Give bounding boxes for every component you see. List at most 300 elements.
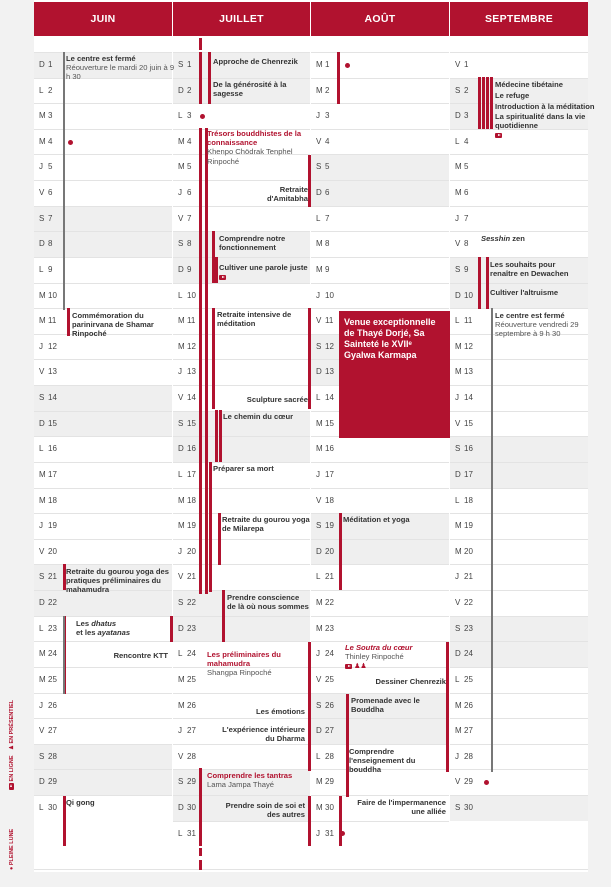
day-number: 22: [464, 598, 473, 608]
event-juin-qigong[interactable]: [66, 798, 166, 807]
day-letter: L: [39, 85, 44, 95]
bar: [215, 410, 218, 462]
day-letter: M: [178, 341, 185, 351]
day-letter: M: [39, 316, 46, 326]
day-number: 12: [187, 341, 196, 351]
day-letter: D: [178, 264, 184, 274]
event-title: Le centre est fermé: [66, 54, 136, 63]
day-letter: D: [178, 623, 184, 633]
event-title: Retraite d'Amitabha: [266, 185, 308, 204]
day-number: 4: [48, 136, 53, 146]
event-title: Promenade avec le Bouddha: [351, 696, 420, 715]
day-number: 27: [464, 726, 473, 736]
day-number: 28: [325, 751, 334, 761]
day-letter: L: [316, 751, 321, 761]
event-title: Qi gong: [66, 798, 95, 807]
day-number: 20: [325, 546, 334, 556]
day-letter: V: [39, 367, 45, 377]
day-number: 4: [464, 136, 469, 146]
day-letter: J: [39, 700, 43, 710]
event-aout-soutra[interactable]: [345, 643, 445, 672]
event-title: Cultiver l'altruisme: [490, 288, 559, 297]
day-letter: D: [178, 85, 184, 95]
event-aout-yoga[interactable]: [343, 515, 443, 524]
event-title-part: Les: [76, 619, 92, 628]
bar: [339, 796, 342, 846]
day-number: 19: [464, 521, 473, 531]
day-number: 3: [464, 111, 469, 121]
day-number: 11: [48, 316, 57, 326]
event-sept-souhaits[interactable]: [490, 260, 580, 278]
event-title: L'expérience intérieure du Dharma: [222, 725, 305, 744]
day-letter: V: [316, 674, 322, 684]
day-number: 24: [48, 649, 57, 659]
day-number: 4: [187, 136, 192, 146]
day-number: 30: [48, 802, 57, 812]
event-title-part: Sesshin: [481, 234, 511, 243]
bar: [308, 796, 311, 846]
event-title: La spiritualité dans la vie quotidienne: [495, 111, 586, 130]
legend-full-moon: [9, 829, 15, 870]
day-cell-juin-6: [34, 180, 172, 206]
day-letter: J: [455, 751, 459, 761]
day-letter: M: [178, 162, 185, 172]
day-number: 21: [325, 572, 334, 582]
day-number: 29: [325, 777, 334, 787]
day-number: 20: [48, 546, 57, 556]
month-header-juillet: JUILLET: [173, 2, 310, 36]
day-number: 14: [48, 393, 57, 403]
bar: [339, 513, 342, 590]
bar: [215, 257, 218, 283]
event-title: Comprendre notre fonctionnement: [219, 234, 286, 253]
day-number: 25: [464, 674, 473, 684]
bar: [208, 52, 211, 104]
day-letter: D: [39, 239, 45, 249]
event-juil-amitabha[interactable]: [260, 185, 308, 203]
month-header-septembre: SEPTEMBRE: [450, 2, 588, 36]
day-letter: S: [316, 521, 322, 531]
day-number: 30: [187, 802, 196, 812]
day-number: 21: [48, 572, 57, 582]
day-number: 18: [187, 495, 196, 505]
full-moon-icon: [200, 114, 205, 119]
event-title-part: zen: [510, 234, 525, 243]
day-number: 23: [464, 623, 473, 633]
day-letter: J: [39, 521, 43, 531]
day-number: 31: [187, 828, 196, 838]
day-letter: V: [455, 60, 461, 69]
event-title: Approche de Chenrezik: [213, 57, 298, 66]
day-letter: L: [455, 674, 460, 684]
event-sept-sesshin[interactable]: [481, 234, 581, 243]
day-letter: D: [39, 598, 45, 608]
bar: [337, 52, 340, 104]
day-letter: V: [178, 751, 184, 761]
bar: [219, 410, 222, 462]
online-icon: [9, 783, 14, 790]
day-cell-septembre-6: [450, 180, 588, 206]
day-letter: S: [178, 60, 184, 69]
day-number: 19: [48, 521, 57, 531]
full-moon-icon: [345, 63, 350, 68]
day-letter: V: [178, 572, 184, 582]
event-juil-preliminaires[interactable]: [207, 650, 302, 678]
day-number: 7: [464, 213, 469, 223]
day-letter: D: [39, 60, 45, 69]
day-number: 2: [325, 85, 330, 95]
day-number: 17: [187, 469, 196, 479]
event-sept-retraite-series[interactable]: [495, 80, 595, 139]
event-title: Sculpture sacrée: [246, 395, 308, 404]
event-sept-closed[interactable]: [495, 311, 585, 339]
day-letter: M: [39, 111, 46, 121]
bar: [486, 77, 489, 129]
event-juil-comprendre[interactable]: [219, 234, 304, 252]
day-number: 3: [187, 111, 192, 121]
event-juil-milarepa[interactable]: [222, 515, 310, 533]
day-letter: D: [316, 367, 322, 377]
event-note: Réouverture le mardi 20 juin à 9 h 30: [66, 63, 175, 82]
day-number: 5: [187, 162, 192, 172]
day-letter: M: [316, 239, 323, 249]
day-cell-aout-2: [311, 78, 449, 104]
event-teacher: Thinley Rinpoché: [345, 652, 404, 662]
in-person-icon: ♟: [9, 743, 15, 750]
day-letter: J: [316, 469, 320, 479]
day-letter: M: [39, 495, 46, 505]
event-juil-tantras[interactable]: [207, 771, 307, 789]
online-icon: [219, 275, 226, 280]
day-letter: V: [316, 136, 322, 146]
day-letter: J: [316, 290, 320, 300]
event-title: Retraite du gourou yoga des pratiques préliminaires du mahamudra: [66, 567, 169, 595]
full-moon-icon: [484, 780, 489, 785]
closed-bar: [63, 616, 65, 694]
day-cell-aout-4: [311, 129, 449, 155]
event-sept-altruisme[interactable]: [490, 288, 580, 297]
event-title: Introduction à la méditation: [495, 102, 595, 112]
day-letter: S: [455, 85, 461, 95]
event-title: Les préliminaires du mahamudra: [207, 650, 281, 669]
bar: [478, 77, 481, 129]
day-cell-aout-9: [311, 257, 449, 283]
day-letter: S: [178, 598, 184, 608]
full-moon-icon: ●: [9, 865, 15, 870]
event-title-text: Le Soutra du cœur: [345, 643, 413, 652]
day-number: 3: [48, 111, 53, 121]
closed-bar: [63, 52, 65, 310]
day-number: 2: [48, 85, 53, 95]
day-letter: S: [316, 700, 322, 710]
day-letter: J: [178, 367, 182, 377]
event-aout-enseignement[interactable]: [349, 747, 439, 775]
day-number: 11: [187, 316, 196, 326]
day-number: 9: [187, 264, 192, 274]
day-number: 11: [464, 316, 473, 326]
day-number: 23: [187, 623, 196, 633]
event-juil-generosite[interactable]: [213, 80, 293, 98]
event-title: Prendre soin de soi et des autres: [225, 801, 305, 820]
day-number: 5: [464, 162, 469, 172]
day-cell-juin-5: [34, 154, 172, 180]
day-letter: V: [455, 598, 461, 608]
day-cell-aout-5: [311, 154, 449, 180]
day-letter: J: [455, 213, 459, 223]
day-letter: D: [316, 546, 322, 556]
event-title: Trésors bouddhistes de la connaissance: [207, 129, 302, 148]
event-title: Préparer sa mort: [213, 464, 274, 473]
day-letter: M: [178, 521, 185, 531]
bar: [446, 642, 449, 772]
event-aout-impermanence[interactable]: [352, 798, 446, 816]
event-title: Retraite intensive de méditation: [217, 310, 292, 329]
day-letter: L: [178, 828, 183, 838]
day-number: 10: [48, 290, 57, 300]
day-letter: L: [455, 136, 460, 146]
event-juil-meditation[interactable]: [217, 310, 302, 328]
day-letter: V: [39, 188, 45, 198]
day-letter: S: [39, 213, 45, 223]
event-title-part: dhatus: [91, 619, 117, 628]
event-title: Les souhaits pour renaître en Dewachen: [490, 260, 569, 279]
bar: [67, 308, 70, 336]
day-number: 15: [464, 418, 473, 428]
day-cell-juillet-7: [173, 206, 310, 232]
event-juil-experience[interactable]: [222, 725, 305, 743]
day-number: 31: [325, 828, 334, 838]
event-aout-karmapa-venue[interactable]: [339, 311, 450, 438]
event-title: Cultiver une parole juste: [219, 263, 308, 272]
day-number: 1: [48, 60, 53, 69]
bar: [212, 308, 215, 409]
legend-label: PLEINE LUNE: [9, 828, 15, 866]
day-number: 27: [325, 726, 334, 736]
day-number: 7: [187, 213, 192, 223]
bar: [199, 848, 202, 856]
day-letter: J: [316, 111, 320, 121]
day-letter: M: [39, 469, 46, 479]
full-moon-icon: [340, 831, 345, 836]
event-juin-rencontre[interactable]: [66, 651, 168, 660]
day-letter: M: [455, 367, 462, 377]
day-letter: D: [316, 188, 322, 198]
day-letter: V: [39, 726, 45, 736]
event-juin-closed[interactable]: [66, 54, 176, 82]
day-cell-juin-4: [34, 129, 172, 155]
event-aout-promenade[interactable]: [351, 696, 441, 714]
day-number: 26: [464, 700, 473, 710]
bar: [199, 128, 202, 594]
day-number: 14: [464, 393, 473, 403]
day-number: 13: [464, 367, 473, 377]
day-letter: M: [316, 802, 323, 812]
day-letter: J: [455, 393, 459, 403]
day-letter: L: [455, 495, 460, 505]
event-title: Comprendre les tantras: [207, 771, 293, 780]
event-title-part: et les: [76, 628, 98, 638]
day-number: 24: [325, 649, 334, 659]
day-letter: M: [455, 521, 462, 531]
day-number: 25: [48, 674, 57, 684]
day-letter: V: [455, 777, 461, 787]
day-cell-aout-3: [311, 103, 449, 129]
full-moon-icon: [68, 140, 73, 145]
day-number: 4: [325, 136, 330, 146]
event-title: Médecine tibétaine: [495, 80, 563, 89]
day-number: 3: [325, 111, 330, 121]
day-number: 18: [48, 495, 57, 505]
event-juil-soin[interactable]: [225, 801, 305, 819]
event-juil-parole[interactable]: [219, 263, 309, 281]
day-letter: S: [455, 802, 461, 812]
day-letter: M: [316, 444, 323, 454]
day-number: 9: [325, 264, 330, 274]
day-letter: S: [455, 623, 461, 633]
day-letter: M: [316, 623, 323, 633]
day-letter: S: [39, 751, 45, 761]
day-number: 24: [464, 649, 473, 659]
day-number: 1: [325, 60, 330, 69]
day-cell-septembre-5: [450, 154, 588, 180]
grid-bottom-line: [34, 869, 588, 870]
day-letter: S: [316, 341, 322, 351]
day-letter: L: [316, 393, 321, 403]
day-letter: M: [316, 85, 323, 95]
event-juil-sculpture[interactable]: [230, 395, 308, 404]
day-letter: J: [39, 162, 43, 172]
day-number: 16: [48, 444, 57, 454]
day-number: 22: [187, 598, 196, 608]
month-header-juin: JUIN: [34, 2, 172, 36]
event-juil-coeur[interactable]: [223, 412, 308, 421]
event-title: Comprendre l'enseignement du bouddha: [349, 747, 416, 775]
bar: [199, 38, 202, 50]
day-cell-aout-6: [311, 180, 449, 206]
day-letter: D: [455, 469, 461, 479]
event-juil-tresors[interactable]: [207, 129, 307, 166]
day-number: 16: [325, 444, 334, 454]
online-icon: [345, 664, 352, 669]
day-cell-juin-7: [34, 206, 172, 232]
event-juin-commemoration[interactable]: [72, 311, 176, 339]
day-letter: L: [178, 649, 183, 659]
event-title: [481, 234, 525, 243]
event-juin-dhatus[interactable]: [76, 619, 171, 637]
event-juil-conscience[interactable]: [227, 593, 310, 611]
event-juin-retraite-gourou[interactable]: [66, 567, 176, 595]
legend-online: [9, 755, 15, 790]
day-number: 22: [325, 598, 334, 608]
day-letter: J: [178, 726, 182, 736]
day-letter: J: [39, 341, 43, 351]
day-number: 10: [187, 290, 196, 300]
day-number: 24: [187, 649, 196, 659]
event-title: Rencontre KTT: [113, 651, 168, 660]
day-number: 25: [325, 674, 334, 684]
bar: [486, 257, 489, 309]
day-number: 9: [464, 264, 469, 274]
bar: [308, 746, 311, 771]
day-letter: M: [178, 700, 185, 710]
day-cell-aout-7: [311, 206, 449, 232]
event-title: [76, 619, 130, 637]
day-number: 8: [187, 239, 192, 249]
day-number: 20: [464, 546, 473, 556]
event-juil-mort[interactable]: [213, 464, 298, 473]
day-number: 22: [48, 598, 57, 608]
bar: [308, 155, 311, 207]
day-number: 19: [187, 521, 196, 531]
day-letter: M: [455, 546, 462, 556]
event-juil-chenrezik[interactable]: [213, 57, 308, 66]
event-teacher: Lama Jampa Thayé: [207, 780, 274, 790]
day-number: 30: [325, 802, 334, 812]
day-number: 26: [325, 700, 334, 710]
day-letter: S: [178, 777, 184, 787]
day-letter: L: [316, 572, 321, 582]
bar: [308, 642, 311, 746]
event-aout-dessiner[interactable]: [350, 677, 446, 686]
day-number: 27: [187, 726, 196, 736]
event-title: Commémoration du parinirvana de Shamar Rinpoché: [72, 311, 154, 339]
day-letter: M: [455, 162, 462, 172]
event-juil-emotions[interactable]: [240, 707, 305, 716]
day-number: 16: [464, 444, 473, 454]
day-number: 29: [187, 777, 196, 787]
event-teacher: Khenpo Chödrak Tenphel Rinpoché: [207, 147, 293, 166]
day-number: 26: [187, 700, 196, 710]
day-letter: M: [316, 418, 323, 428]
day-letter: S: [455, 444, 461, 454]
bar: [205, 128, 208, 594]
event-title: Faire de l'impermanence une alliée: [357, 798, 446, 817]
bar: [308, 308, 311, 409]
day-letter: L: [39, 802, 44, 812]
day-number: 1: [187, 60, 192, 69]
legend-label: EN PRÉSENTIEL: [9, 699, 15, 744]
day-letter: M: [39, 649, 46, 659]
bar: [490, 77, 493, 129]
event-title: Venue exceptionnelle de Thayé Dorjé, Sa Sainteté le XVIIᵉ Gyalwa Karmapa: [344, 317, 436, 360]
bar: [209, 462, 212, 592]
day-number: 17: [325, 469, 334, 479]
closed-bar: [491, 308, 493, 772]
day-number: 11: [325, 316, 334, 326]
month-header-aout: AOÛT: [311, 2, 449, 36]
day-number: 14: [325, 393, 334, 403]
day-letter: V: [316, 495, 322, 505]
day-number: 7: [48, 213, 53, 223]
event-title: Les émotions: [256, 707, 305, 716]
day-letter: M: [455, 700, 462, 710]
day-number: 30: [464, 802, 473, 812]
day-number: 7: [325, 213, 330, 223]
day-number: 13: [325, 367, 334, 377]
day-number: 10: [325, 290, 334, 300]
day-letter: L: [39, 264, 44, 274]
day-letter: J: [455, 572, 459, 582]
day-letter: M: [455, 188, 462, 198]
event-title: Le centre est fermé: [495, 311, 565, 320]
bar: [218, 513, 221, 565]
bar: [199, 860, 202, 870]
event-title: Le chemin du cœur: [223, 412, 294, 421]
event-title: [345, 643, 445, 652]
day-letter: J: [178, 188, 182, 198]
online-icon: [495, 133, 502, 138]
day-letter: J: [316, 649, 320, 659]
